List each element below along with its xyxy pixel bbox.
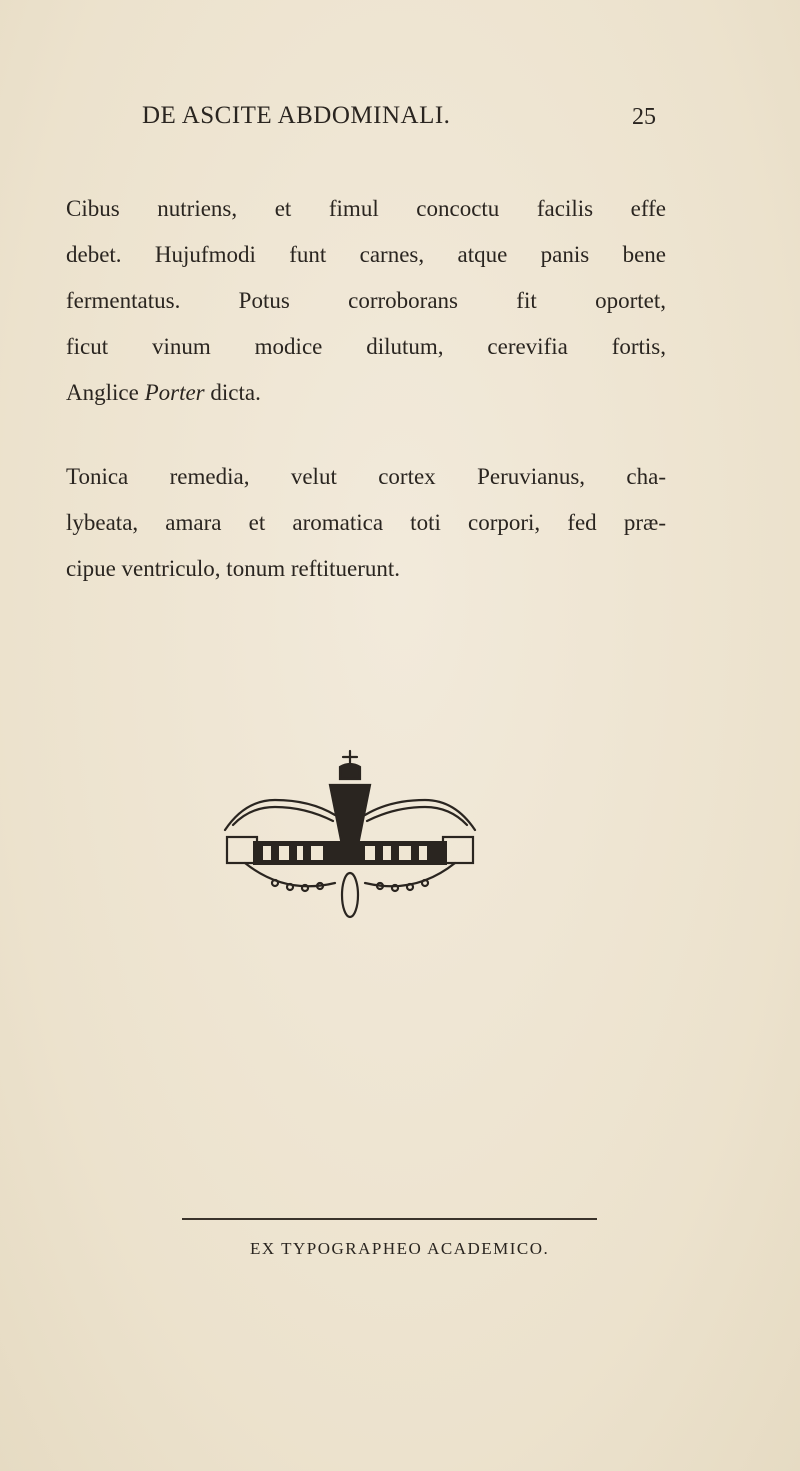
page-number: 25 bbox=[632, 104, 656, 130]
paragraph-2 bbox=[66, 454, 666, 592]
text-line: cipue ventriculo, tonum reftituerunt. bbox=[66, 556, 401, 581]
printer-imprint: EX TYPOGRAPHEO ACADEMICO. bbox=[250, 1239, 550, 1258]
text-line: Tonica remedia, velut cortex Peruvianus, cha- bbox=[66, 464, 666, 489]
body-text bbox=[66, 186, 666, 592]
footer-rule bbox=[182, 1218, 597, 1220]
text-run: dicta. bbox=[204, 380, 261, 405]
paragraph-1 bbox=[66, 186, 666, 416]
italic-word: Porter bbox=[144, 380, 205, 405]
text-line: fermentatus. Potus corroborans fit oportet, bbox=[66, 288, 666, 313]
text-run: Anglice bbox=[66, 380, 145, 405]
text-line: lybeata, amara et aromatica toti corpori, fed præ- bbox=[66, 510, 666, 535]
text-line: Cibus nutriens, et fimul concoctu facilis effe bbox=[66, 196, 666, 221]
text-line: debet. Hujufmodi funt carnes, atque panis bene bbox=[66, 242, 666, 267]
running-title: DE ASCITE ABDOMINALI. bbox=[142, 102, 451, 129]
text-line: ficut vinum modice dilutum, cerevifia fortis, bbox=[66, 334, 666, 359]
printers-ornament-icon bbox=[215, 745, 485, 925]
text-line bbox=[66, 370, 666, 416]
